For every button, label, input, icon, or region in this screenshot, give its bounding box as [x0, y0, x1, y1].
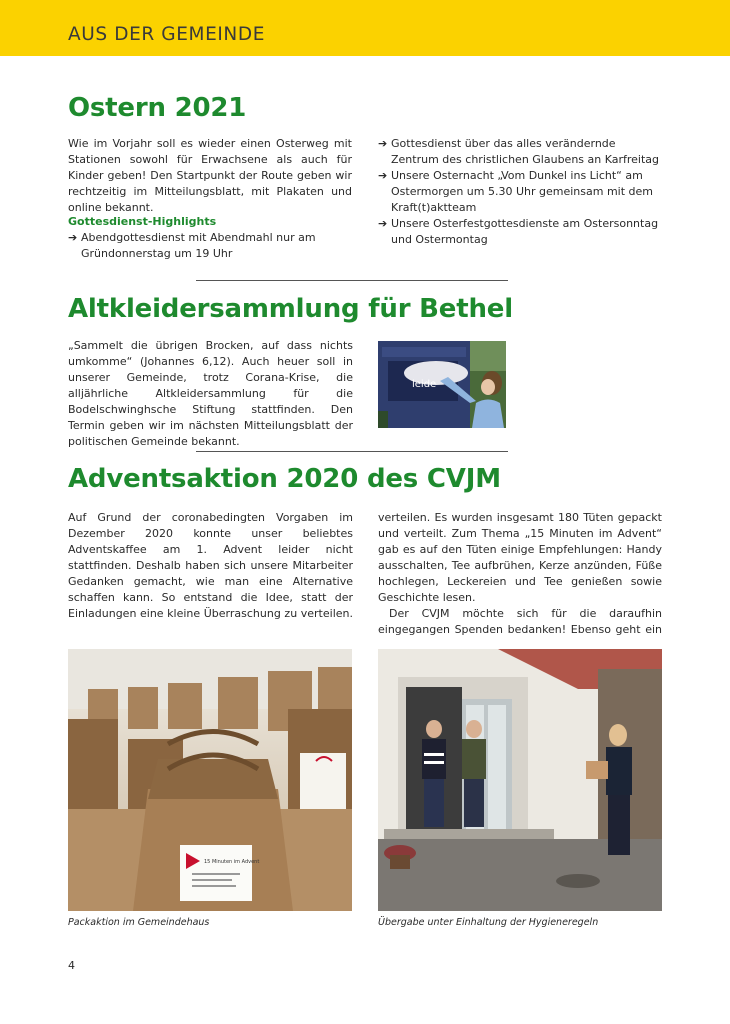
section-header-bar	[0, 0, 730, 56]
divider	[196, 280, 508, 281]
altkleider-text: „Sammelt die übrigen Brocken, auf dass nichts umkomme“ (Johannes 6,12). Auch heuer soll in unserer Gemeinde, trotz Corana-Krise, die alljährliche Altkleidersammlung für die Bodelschwinghsche Stiftung stattfinden. Den Termin geben wir im nächsten Mitteilungsblatt der politischen Gemeinde bekannt.	[68, 339, 353, 448]
packaktion-photo	[68, 649, 352, 911]
highlight-item: ➔ Abendgottesdienst mit Abendmahl nur am Gründonnerstag um 19 Uhr	[68, 231, 316, 260]
advent-text-col1: Auf Grund der coronabedingten Vorgaben im Dezember 2020 konnte unser beliebtes Adventskaffee am 1. Advent leider nicht stattfinden. Deshalb haben sich unsere Mitarbeiter Gedanken gemacht, wie man eine Alternative schaffen kann. So entstand die Idee, statt der Einladungen eine kleine Überraschung zu verteilen.	[68, 511, 353, 620]
container-label-text: leide	[412, 379, 437, 390]
advent-heading: Adventsaktion 2020 des CVJM	[68, 464, 501, 494]
bag-label-text: 15 Minuten im Advent	[204, 859, 260, 865]
arrow-icon: ➔	[378, 217, 388, 230]
ostern-highlights-col1	[68, 214, 352, 262]
ostern-intro: Wie im Vorjahr soll es wieder einen Osterweg mit Stationen sowohl für Erwachsene als auch für Kinder geben! Den Startpunkt der Route geben wir rechtzeitig im Mitteilungsblatt, mit Plakaten und online bekannt.	[68, 137, 352, 214]
advent-text-col2: verteilen. Es wurden insgesamt 180 Tüten gepackt und verteilt. Zum Thema „15 Minuten im Advent“ gab es auf den Tüten einige Empfehlungen: Handy ausschalten, Tee aufbrühen, Kerze anzünden, Füße hochlegen, Leckereien und Tee genießen sowie Geschichte lesen. Der CVJM möchte sich für die daraufhin eingegangen Spenden bedanken! Ebenso geht ein	[378, 511, 662, 636]
arrow-icon: ➔	[68, 231, 78, 244]
arrow-icon: ➔	[378, 137, 388, 150]
highlights-subheading: Gottesdienst-Highlights	[68, 215, 217, 228]
page-number: 4	[68, 959, 75, 972]
photo-caption-left: Packaktion im Gemeindehaus	[68, 917, 210, 928]
highlight-item: ➔ Gottesdienst über das alles verändernde Zentrum des christlichen Glaubens an Karfreitag	[378, 137, 660, 166]
altkleider-container-photo	[378, 341, 506, 428]
handover-scene-image	[378, 649, 662, 911]
paper-bags-image	[68, 649, 352, 911]
ostern-highlights-col2	[378, 136, 662, 248]
uebergabe-photo	[378, 649, 662, 911]
altkleider-heading: Altkleidersammlung für Bethel	[68, 294, 513, 324]
highlight-item: ➔ Unsere Osterfestgottesdienste am Ostersonntag und Ostermontag	[378, 217, 659, 246]
highlight-item: ➔ Unsere Osternacht „Vom Dunkel ins Licht“ am Ostermorgen um 5.30 Uhr gemeinsam mit dem Kraft(t)aktteam	[378, 169, 653, 214]
arrow-icon: ➔	[378, 169, 388, 182]
clothing-container-image	[378, 341, 506, 428]
photo-caption-right: Übergabe unter Einhaltung der Hygieneregeln	[378, 917, 599, 928]
section-header-title: AUS DER GEMEINDE	[68, 24, 265, 45]
ostern-heading: Ostern 2021	[68, 93, 247, 123]
divider	[196, 451, 508, 452]
